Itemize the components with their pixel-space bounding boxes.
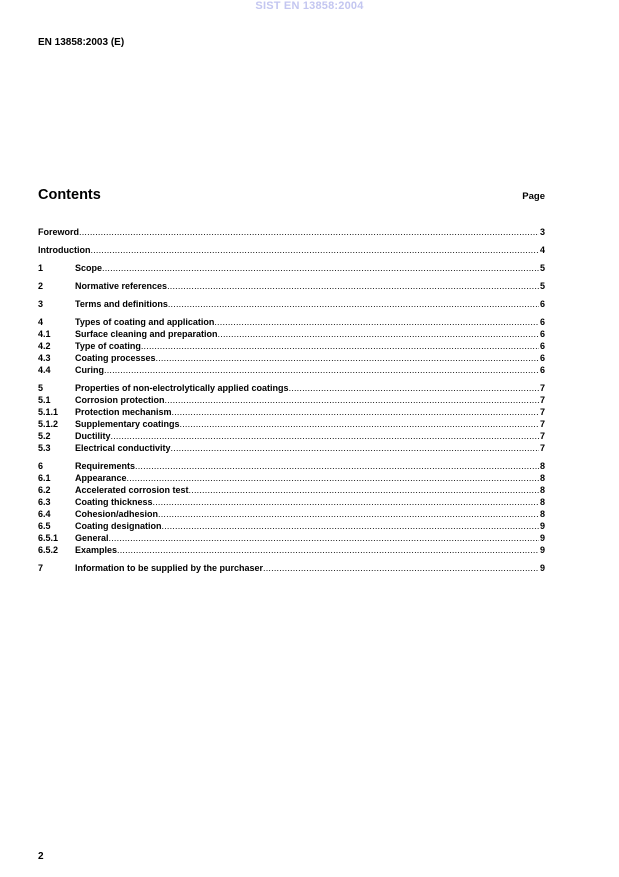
toc-entry[interactable] bbox=[38, 520, 545, 532]
toc-entry[interactable] bbox=[38, 460, 545, 472]
toc-entry-number: 5.3 bbox=[38, 443, 51, 453]
toc-entry-number: 5.2 bbox=[38, 431, 51, 441]
toc-dot-leader bbox=[214, 316, 539, 328]
toc-entry-page: 6 bbox=[539, 329, 545, 339]
toc-entry[interactable] bbox=[38, 226, 545, 238]
toc-entry-page: 9 bbox=[539, 533, 545, 543]
toc-entry-page: 8 bbox=[539, 461, 545, 471]
toc-entry-title: Examples bbox=[75, 545, 118, 555]
toc-dot-leader bbox=[156, 352, 539, 364]
toc-entry[interactable] bbox=[38, 316, 545, 328]
toc-entry-title: Coating designation bbox=[75, 521, 162, 531]
toc-entry-number: 6.5 bbox=[38, 521, 51, 531]
toc-entry-title: Appearance bbox=[75, 473, 127, 483]
toc-entry-number: 6 bbox=[38, 461, 44, 471]
toc-entry[interactable] bbox=[38, 532, 545, 544]
toc-entry-page: 9 bbox=[539, 545, 545, 555]
toc-entry[interactable] bbox=[38, 406, 545, 418]
toc-entry-page: 6 bbox=[539, 299, 545, 309]
toc-dot-leader bbox=[91, 244, 539, 256]
toc-entry-page: 6 bbox=[539, 353, 545, 363]
toc-entry-page: 6 bbox=[539, 365, 545, 375]
document-id: EN 13858:2003 (E) bbox=[38, 37, 125, 48]
toc-entry[interactable] bbox=[38, 418, 545, 430]
toc-dot-leader bbox=[102, 262, 539, 274]
toc-dot-leader bbox=[109, 532, 539, 544]
page-column-heading: Page bbox=[522, 191, 545, 202]
toc-dot-leader bbox=[189, 484, 539, 496]
toc-dot-leader bbox=[165, 394, 539, 406]
toc-entry-page: 7 bbox=[539, 443, 545, 453]
toc-entry-title: Properties of non-electrolytically applied coatings bbox=[75, 383, 289, 393]
toc-entry-number: 4.4 bbox=[38, 365, 51, 375]
toc-dot-leader bbox=[153, 496, 539, 508]
toc-entry-number: 5 bbox=[38, 383, 44, 393]
toc-entry[interactable] bbox=[38, 430, 545, 442]
toc-entry-page: 6 bbox=[539, 341, 545, 351]
toc-entry[interactable] bbox=[38, 328, 545, 340]
toc-dot-leader bbox=[162, 520, 539, 532]
table-of-contents bbox=[38, 226, 545, 574]
toc-dot-leader bbox=[167, 280, 539, 292]
toc-dot-leader bbox=[218, 328, 539, 340]
toc-entry-number: 6.3 bbox=[38, 497, 51, 507]
toc-entry-title: Ductility bbox=[75, 431, 111, 441]
toc-entry-page: 6 bbox=[539, 317, 545, 327]
toc-entry-page: 8 bbox=[539, 485, 545, 495]
toc-entry[interactable] bbox=[38, 508, 545, 520]
toc-entry[interactable] bbox=[38, 262, 545, 274]
toc-entry[interactable] bbox=[38, 280, 545, 292]
toc-entry-page: 8 bbox=[539, 473, 545, 483]
toc-entry-title: Types of coating and application bbox=[75, 317, 215, 327]
toc-entry-title: Curing bbox=[75, 365, 104, 375]
toc-entry-number: 6.4 bbox=[38, 509, 51, 519]
toc-entry[interactable] bbox=[38, 562, 545, 574]
toc-entry-page: 8 bbox=[539, 497, 545, 507]
watermark: SIST EN 13858:2004 bbox=[255, 0, 364, 12]
toc-entry-title: Type of coating bbox=[75, 341, 141, 351]
toc-dot-leader bbox=[127, 472, 539, 484]
toc-dot-leader bbox=[117, 544, 539, 556]
toc-entry-page: 8 bbox=[539, 509, 545, 519]
contents-title: Contents bbox=[38, 187, 101, 203]
toc-entry-number: 2 bbox=[38, 281, 44, 291]
toc-entry-number: 6.5.2 bbox=[38, 545, 59, 555]
toc-entry[interactable] bbox=[38, 484, 545, 496]
toc-entry-page: 9 bbox=[539, 521, 545, 531]
toc-entry-page: 9 bbox=[539, 563, 545, 573]
toc-entry[interactable] bbox=[38, 298, 545, 310]
toc-entry-number: 5.1.1 bbox=[38, 407, 59, 417]
toc-entry-number: 5.1.2 bbox=[38, 419, 59, 429]
toc-dot-leader bbox=[171, 442, 539, 454]
toc-dot-leader bbox=[263, 562, 539, 574]
toc-entry-title: Surface cleaning and preparation bbox=[75, 329, 218, 339]
toc-entry[interactable] bbox=[38, 244, 545, 256]
toc-entry-page: 7 bbox=[539, 419, 545, 429]
toc-entry-title: Protection mechanism bbox=[75, 407, 172, 417]
toc-entry-page: 3 bbox=[539, 227, 545, 237]
toc-dot-leader bbox=[111, 430, 539, 442]
toc-dot-leader bbox=[135, 460, 539, 472]
toc-entry[interactable] bbox=[38, 496, 545, 508]
toc-entry-title: Coating thickness bbox=[75, 497, 153, 507]
toc-dot-leader bbox=[172, 406, 539, 418]
toc-entry-title: Corrosion protection bbox=[75, 395, 165, 405]
toc-dot-leader bbox=[104, 364, 539, 376]
toc-entry[interactable] bbox=[38, 442, 545, 454]
toc-entry[interactable] bbox=[38, 544, 545, 556]
toc-entry[interactable] bbox=[38, 472, 545, 484]
toc-entry-title: Scope bbox=[75, 263, 103, 273]
toc-entry-page: 5 bbox=[539, 263, 545, 273]
toc-entry-number: 7 bbox=[38, 563, 44, 573]
toc-entry-page: 7 bbox=[539, 395, 545, 405]
toc-entry[interactable] bbox=[38, 340, 545, 352]
toc-dot-leader bbox=[79, 226, 539, 238]
toc-entry-page: 7 bbox=[539, 431, 545, 441]
toc-entry-title: Accelerated corrosion test bbox=[75, 485, 189, 495]
toc-entry-page: 7 bbox=[539, 407, 545, 417]
toc-entry-title: Requirements bbox=[75, 461, 136, 471]
toc-entry-number: 4.3 bbox=[38, 353, 51, 363]
toc-entry-number: 6.1 bbox=[38, 473, 51, 483]
toc-entry[interactable] bbox=[38, 382, 545, 394]
toc-entry-number: 4.1 bbox=[38, 329, 51, 339]
toc-entry-number: 3 bbox=[38, 299, 44, 309]
toc-entry-number: 1 bbox=[38, 263, 44, 273]
toc-entry-number: 6.2 bbox=[38, 485, 51, 495]
footer-page-number: 2 bbox=[38, 851, 44, 862]
toc-entry-title: General bbox=[75, 533, 109, 543]
toc-entry-number: 4 bbox=[38, 317, 44, 327]
toc-entry-title: Cohesion/adhesion bbox=[75, 509, 159, 519]
toc-entry-title: Foreword bbox=[38, 227, 80, 237]
toc-entry-title: Normative references bbox=[75, 281, 168, 291]
toc-entry-page: 4 bbox=[539, 245, 545, 255]
toc-entry-title: Electrical conductivity bbox=[75, 443, 171, 453]
toc-dot-leader bbox=[168, 298, 539, 310]
toc-entry-title: Information to be supplied by the purchaser bbox=[75, 563, 264, 573]
toc-entry-number: 5.1 bbox=[38, 395, 51, 405]
toc-entry-number: 4.2 bbox=[38, 341, 51, 351]
toc-entry-title: Introduction bbox=[38, 245, 91, 255]
toc-dot-leader bbox=[180, 418, 539, 430]
toc-entry-page: 7 bbox=[539, 383, 545, 393]
toc-entry-page: 5 bbox=[539, 281, 545, 291]
toc-entry-title: Supplementary coatings bbox=[75, 419, 180, 429]
toc-entry[interactable] bbox=[38, 394, 545, 406]
toc-entry-title: Coating processes bbox=[75, 353, 156, 363]
toc-dot-leader bbox=[158, 508, 539, 520]
toc-dot-leader bbox=[141, 340, 539, 352]
toc-entry-number: 6.5.1 bbox=[38, 533, 59, 543]
toc-entry[interactable] bbox=[38, 352, 545, 364]
toc-dot-leader bbox=[289, 382, 539, 394]
toc-entry-title: Terms and definitions bbox=[75, 299, 168, 309]
toc-entry[interactable] bbox=[38, 364, 545, 376]
